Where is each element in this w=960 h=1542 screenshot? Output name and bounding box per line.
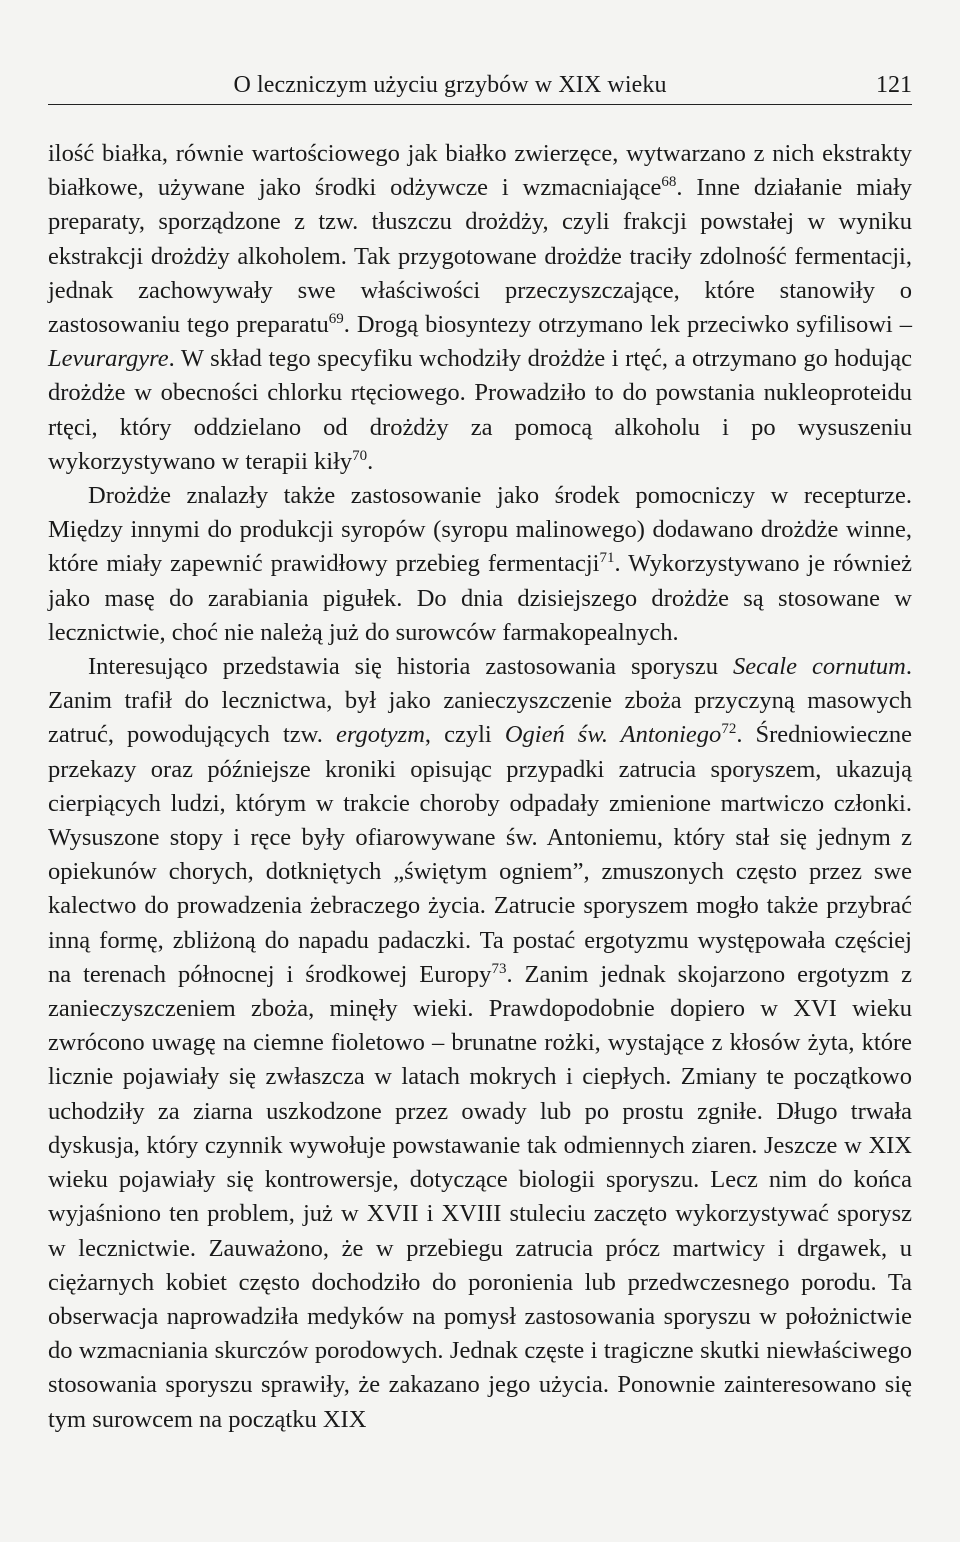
italic-term: Ogień św. Antoniego xyxy=(504,721,722,749)
footnote-reference: 73 xyxy=(491,960,507,977)
page-number: 121 xyxy=(876,72,912,98)
text-run: . W skład tego specyfiku wchodziły drożdże i rtęć, a otrzymano go hodując drożdże w obecności chlorku rtęciowego. Prowadziło to do powstania nukleoproteidu rtęci, który oddzielano od drożdży za pomocą alkoholu i po wysuszeniu wykorzystywano w terapii kiły xyxy=(48,345,912,475)
text-run: , czyli xyxy=(424,721,505,749)
footnote-reference: 72 xyxy=(721,721,737,738)
footnote-reference: 70 xyxy=(352,447,368,464)
text-run: . xyxy=(367,447,374,475)
footnote-reference: 71 xyxy=(599,550,615,567)
paragraph xyxy=(48,137,912,479)
text-run: Drożdże znalazły także zastosowanie jako środek pomocniczy w recepturze. Między innymi do produkcji syropów (syropu malinowego) dodawano drożdże winne, które miały zapewnić prawidłowy przebieg fermentacji xyxy=(48,482,912,578)
running-head-title: O leczniczym użyciu grzybów w XIX wieku xyxy=(233,72,667,98)
text-run: ilość białka, równie wartościowego jak białko zwierzęce, wytwarzano z nich ekstrakty białkowe, używane jako środki odżywcze i wzmacniające xyxy=(48,140,912,202)
paragraph xyxy=(48,650,912,1437)
text-run: . Zanim jednak skojarzono ergotyzm z zanieczyszczeniem zboża, minęły wieki. Prawdopodobnie dopiero w XVI wieku zwrócono uwagę na ciemne fioletowo – brunatne rożki, wystające z kłosów żyta, które licznie pojawiały się zwłaszcza w latach mokrych i ciepłych. Zmiany te początkowo uchodziły za ziarna uszkodzone przez owady lub po prostu zgniłe. Długo trwała dyskusja, który czynnik wywołuje powstawanie tak odmiennych ziaren. Jeszcze w XIX wieku pojawiały się kontrowersje, dotyczące biologii sporyszu. Lecz nim do końca wyjaśniono ten problem, już w XVII i XVIII stuleciu zaczęto wykorzystywać sporysz w lecznictwie. Zauważono, że w przebiegu zatrucia prócz martwicy i drgawek, u ciężarnych kobiet często dochodziło do poronienia lub przedwczesnego porodu. Ta obserwacja naprowadziła medyków na pomysł zastosowania sporyszu w położnictwie do wzmacniania skurczów porodowych. Jednak częste i tragiczne skutki niewłaściwego stosowania sporyszu sprawiły, że zakazano jego użycia. Ponownie zainteresowano się tym surowcem na początku XIX xyxy=(48,960,912,1433)
text-run: . Średniowieczne przekazy oraz późniejsze kroniki opisując przypadki zatrucia sporyszem, ukazują cierpiących ludzi, którym w trakcie choroby odpadały zmienione martwiczo członki. Wysuszone stopy i ręce były ofiarowywane św. Antoniemu, który stał się jednym z opiekunów chorych, dotkniętych „świętym ogniem”, zmuszonych często przez swe kalectwo do prowadzenia żebraczego życia. Zatrucie sporyszem mogło także przybrać inną formę, zbliżoną do napadu padaczki. Ta postać ergotyzmu występowała częściej na terenach północnej i środkowej Europy xyxy=(48,721,912,988)
footnote-reference: 68 xyxy=(661,174,677,191)
text-run: . Inne działanie miały preparaty, sporządzone z tzw. tłuszczu drożdży, czyli frakcji powstałej w wyniku ekstrakcji drożdży alkoholem. Tak przygotowane drożdże traciły zdolność fermentacji, jednak zachowywały swe właściwości przeczyszczające, które stanowiły o zastosowaniu tego preparatu xyxy=(48,174,912,339)
footnote-reference: 69 xyxy=(328,310,344,327)
body-text xyxy=(48,137,912,1437)
italic-term: Levurargyre xyxy=(48,345,169,373)
text-run: . Zanim trafił do lecznictwa, był jako zanieczyszczenie zboża przyczyną masowych zatruć, powodujących tzw. xyxy=(48,653,912,749)
italic-term: Secale cornutum xyxy=(733,653,906,681)
text-run: . Drogą biosyntezy otrzymano lek przeciwko syfilisowi – xyxy=(343,311,912,339)
page-header xyxy=(48,68,912,105)
paragraph xyxy=(48,479,912,650)
italic-term: ergotyzm xyxy=(336,721,425,749)
text-run: . Wykorzystywano je również jako masę do zarabiania pigułek. Do dnia dzisiejszego drożdże są stosowane w lecznictwie, choć nie należą już do surowców farmakopealnych. xyxy=(48,550,913,646)
text-run: Interesująco przedstawia się historia zastosowania sporyszu xyxy=(88,653,734,681)
